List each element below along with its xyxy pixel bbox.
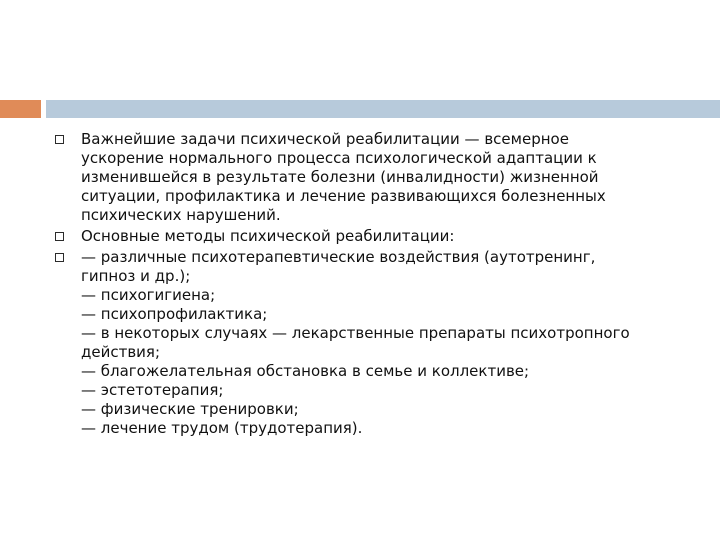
bullet-line: — лечение трудом (трудотерапия). <box>81 419 363 437</box>
bullet-item-1 <box>54 130 674 225</box>
bullet-line: изменившейся в результате болезни (инвалидности) жизненной <box>81 168 599 186</box>
bullet-line: Важнейшие задачи психической реабилитации — всемерное <box>81 130 569 148</box>
bullet-line: ускорение нормального процесса психологической адаптации к <box>81 149 597 167</box>
bullet-item-3 <box>54 248 674 438</box>
bullet-line: Основные методы психической реабилитации: <box>81 227 455 245</box>
square-bullet-icon <box>55 232 64 241</box>
accent-bar-right <box>46 100 720 118</box>
bullet-line: — физические тренировки; <box>81 400 299 418</box>
accent-bar-left <box>0 100 41 118</box>
bullet-line: — благожелательная обстановка в семье и коллективе; <box>81 362 530 380</box>
bullet-line: психических нарушений. <box>81 206 281 224</box>
bullet-line: — психопрофилактика; <box>81 305 268 323</box>
bullet-line: ситуации, профилактика и лечение развивающихся болезненных <box>81 187 606 205</box>
bullet-line: — эстетотерапия; <box>81 381 224 399</box>
bullet-item-2 <box>54 227 674 246</box>
bullet-line: — различные психотерапевтические воздействия (аутотренинг, <box>81 248 596 266</box>
bullet-line: гипноз и др.); <box>81 267 191 285</box>
bullet-line: — психогигиена; <box>81 286 216 304</box>
square-bullet-icon <box>55 135 64 144</box>
bullet-line: — в некоторых случаях — лекарственные препараты психотропного <box>81 324 630 342</box>
square-bullet-icon <box>55 253 64 262</box>
bullet-list <box>54 130 674 438</box>
bullet-line: действия; <box>81 343 160 361</box>
